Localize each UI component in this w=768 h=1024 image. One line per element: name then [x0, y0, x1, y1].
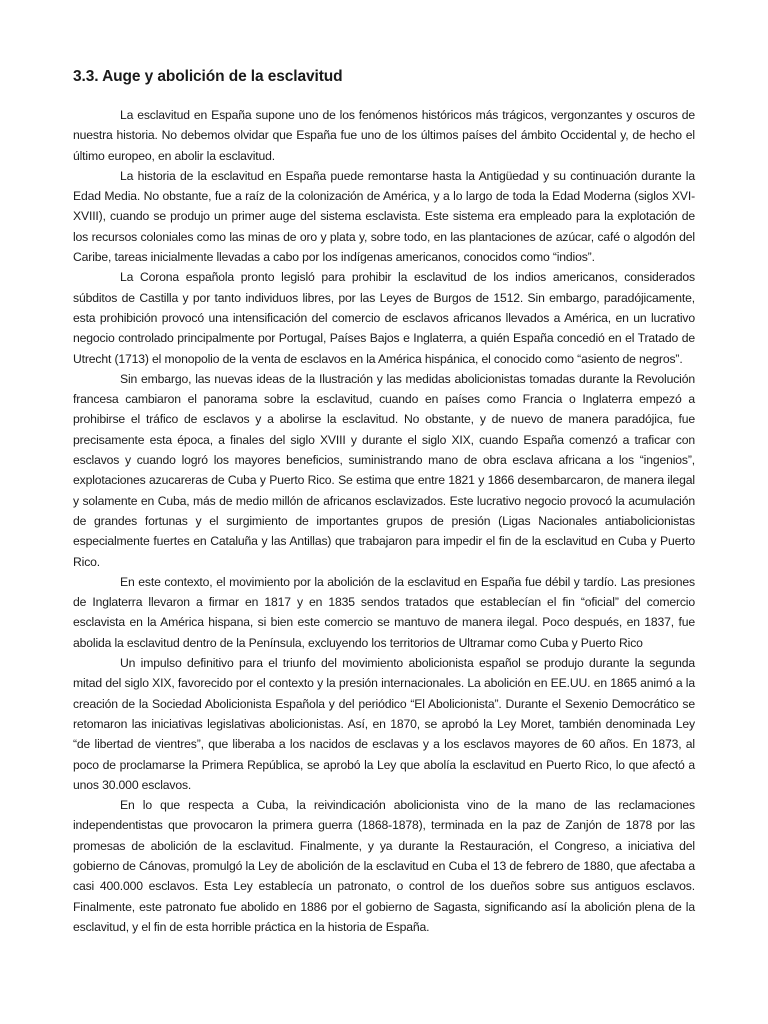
paragraph-impulse: Un impulso definitivo para el triunfo del movimiento abolicionista español se produjo durante la segunda mitad del siglo XIX, favorecido por el contexto y la presión internacionales. La abolición en EE.UU. en 1865 animó a la creación de la Sociedad Abolicionista Española y del periódico “El Abolicionista”. Durante el Sexenio Democrático se retomaron las iniciativas legislativas abolicionistas. Así, en 1870, se aprobó la Ley Moret, también denominada Ley “de libertad de vientres”, que liberaba a los nacidos de esclavas y a los esclavos mayores de 60 años. En 1873, al poco de proclamarse la Primera República, se aprobó la Ley que abolía la esclavitud en Puerto Rico, lo que afectó a unos 30.000 esclavos.	[73, 656, 695, 792]
paragraph-cuba: En lo que respecta a Cuba, la reivindicación abolicionista vino de la mano de las reclamaciones independentistas que provocaron la primera guerra (1868-1878), terminada en la paz de Zanjón de 1878 por las promesas de abolición de la esclavitud. Finalmente, y ya durante la Restauración, el Congreso, a iniciativa del gobierno de Cánovas, promulgó la Ley de abolición de la esclavitud en Cuba el 13 de febrero de 1880, que afectaba a casi 400.000 esclavos. Esta Ley establecía un patronato, o control de los dueños sobre sus antiguos esclavos. Finalmente, este patronato fue abolido en 1886 por el gobierno de Sagasta, significando así la abolición plena de la esclavitud, y el fin de esta horrible práctica en la historia de España.	[73, 798, 695, 934]
section-heading: 3.3. Auge y abolición de la esclavitud	[73, 68, 343, 85]
paragraph-intro: La esclavitud en España supone uno de los fenómenos históricos más trágicos, vergonzantes y oscuros de nuestra historia. No debemos olvidar que España fue uno de los últimos países del ámbito Occidental y, de hecho el último europeo, en abolir la esclavitud.	[73, 108, 695, 163]
paragraph-crown: La Corona española pronto legisló para prohibir la esclavitud de los indios americanos, considerados súbditos de Castilla y por tanto individuos libres, por las Leyes de Burgos de 1512. Sin embargo, paradójicamente, esta prohibición provocó una intensificación del comercio de esclavos africanos llevados a América, en un lucrativo negocio controlado principalmente por Portugal, Países Bajos e Inglaterra, a quién España concedió en el Tratado de Utrecht (1713) el monopolio de la venta de esclavos en la América hispánica, el conocido como “asiento de negros”.	[73, 270, 695, 366]
paragraph-history: La historia de la esclavitud en España puede remontarse hasta la Antigüedad y su continuación durante la Edad Media. No obstante, fue a raíz de la colonización de América, y a lo largo de toda la Edad Moderna (siglos XVI-XVIII), cuando se produjo un primer auge del sistema esclavista. Este sistema era empleado para la explotación de los recursos coloniales como las minas de oro y plata y, sobre todo, en las plantaciones de azúcar, café o algodón del Caribe, tareas inicialmente llevadas a cabo por los indígenas americanos, conocidos como “indios”.	[73, 168, 695, 265]
paragraph-enlightenment: Sin embargo, las nuevas ideas de la Ilustración y las medidas abolicionistas tomadas durante la Revolución francesa cambiaron el panorama sobre la esclavitud, cuando en países como Francia o Inglaterra empezó a prohibirse el tráfico de esclavos y a abolirse la esclavitud. No obstante, y de nuevo de manera paradójica, fue precisamente esta época, a finales del siglo XVIII y durante el siglo XIX, cuando España comenzó a traficar con esclavos y cuando logró los mayores beneficios, suministrando mano de obra esclava africana a los “ingenios”, explotaciones azucareras de Cuba y Puerto Rico. Se estima que entre 1821 y 1866 desembarcaron, de manera ilegal y solamente en Cuba, más de medio millón de africanos esclavizados. Este lucrativo negocio provocó la acumulación de grandes fortunas y el surgimiento de importantes grupos de presión (Ligas Nacionales antiabolicionistas especialmente fuertes en Cataluña y las Antillas) que trabajaron para impedir el fin de la esclavitud en Cuba y Puerto Rico.	[73, 371, 695, 569]
paragraph-context: En este contexto, el movimiento por la abolición de la esclavitud en España fue débil y tardío. Las presiones de Inglaterra llevaron a firmar en 1817 y en 1835 sendos tratados que establecían el fin “oficial” del comercio esclavista en la América hispana, si bien este comercio se mantuvo de manera ilegal. Poco después, en 1837, fue abolida la esclavitud dentro de la Península, excluyendo los territorios de Ultramar como Cuba y Puerto Rico	[73, 574, 695, 650]
